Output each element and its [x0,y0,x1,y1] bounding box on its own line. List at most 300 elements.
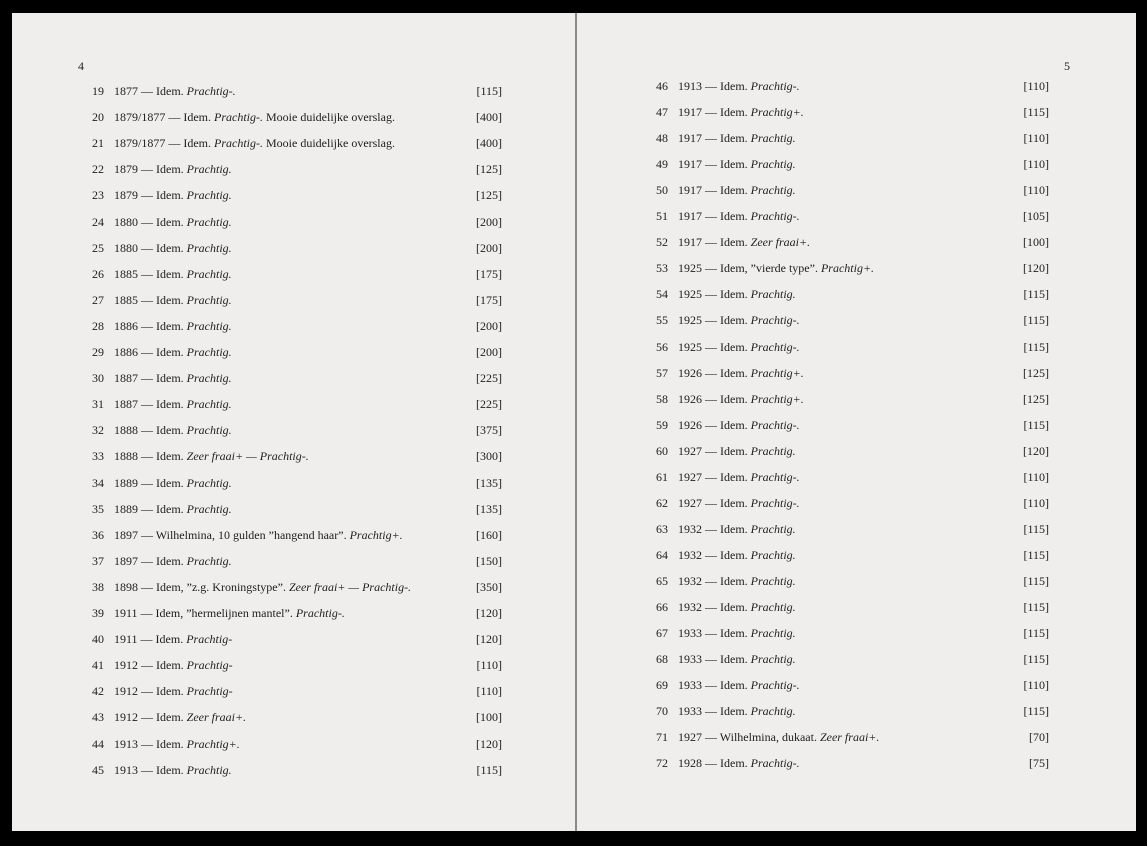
lot-grade: Prachtig-. [295,606,345,620]
lot-description [678,310,800,330]
lot-description [114,499,232,519]
lot-grade: Prachtig. [186,214,232,229]
lot-title: 1913 — Idem. [678,79,748,93]
lot-price: [110] [1023,79,1049,93]
lot-grade: Prachtig+. [750,365,804,380]
lot-description [114,185,232,205]
lot-title: 1925 — Idem, ”vierde type”. [678,261,818,276]
lot-description [678,206,800,226]
lot-number: 46 [656,79,668,93]
lot-title: 1932 — Idem. [678,600,748,614]
lot-number: 34 [92,475,104,490]
list-item [84,707,502,727]
lot-number: 66 [656,600,668,614]
lot-title: 1879/1877 — Idem. [114,110,211,125]
lot-description [678,337,800,357]
lot-price: [375] [476,423,502,438]
lot-grade: Prachtig+. [750,105,804,120]
lot-grade: Prachtig. [186,345,232,359]
list-item [648,519,1049,539]
lot-price: [115] [1023,287,1049,302]
lot-grade: Prachtig. [186,397,232,412]
lot-price: [200] [476,318,502,333]
lot-number: 41 [92,658,104,673]
list-item [648,597,1049,617]
lot-title: 1886 — Idem. [114,345,184,359]
list-item [648,258,1049,278]
lot-number: 33 [92,449,104,464]
lot-number: 45 [92,762,104,777]
lot-note: Mooie duidelijke overslag. [266,110,395,125]
list-item [84,525,502,545]
lot-description [678,493,800,513]
lot-number: 39 [92,606,104,620]
lot-number: 72 [656,756,668,771]
lot-number: 30 [92,371,104,386]
lot-price: [100] [476,710,502,725]
lot-number: 23 [92,188,104,203]
lot-price: [115] [1023,313,1049,328]
lot-price: [175] [476,266,502,281]
right-page [577,13,1136,831]
list-item [648,649,1049,669]
lot-grade: Prachtig- [186,684,233,699]
lot-grade: Prachtig-. [750,313,800,328]
lot-title: 1917 — Idem. [678,183,748,198]
lot-description [114,107,395,127]
lot-grade: Prachtig. [750,443,796,458]
left-page [12,13,575,831]
list-item [648,727,1049,747]
lot-price: [120] [1023,261,1049,276]
lot-title: 1885 — Idem. [114,266,184,281]
lot-title: 1889 — Idem. [114,501,184,516]
lot-number: 49 [656,157,668,172]
lot-number: 56 [656,339,668,354]
lot-price: [120] [1023,443,1049,458]
lot-description [678,441,796,461]
lot-price: [100] [1023,235,1049,250]
lot-title: 1917 — Idem. [678,235,748,250]
lot-grade: Prachtig. [750,287,796,302]
list-item [84,655,502,675]
lot-grade: Prachtig. [186,501,232,516]
lot-price: [125] [1023,391,1049,406]
lot-price: [110] [1023,678,1049,693]
lot-number: 48 [656,131,668,146]
lot-description [678,571,796,591]
lot-description [678,519,796,539]
list-item [648,545,1049,565]
list-item [84,629,502,649]
lot-grade: Prachtig. [186,553,232,568]
lot-number: 25 [92,240,104,255]
list-item [648,76,1049,96]
lot-price: [115] [1023,573,1049,588]
page-number: 5 [1064,59,1070,73]
list-item [84,420,502,440]
lot-number: 44 [92,736,104,751]
lot-grade: Prachtig+. [349,527,403,542]
lot-title: 1932 — Idem. [678,547,748,562]
lot-grade: Prachtig. [750,652,796,667]
list-item [648,363,1049,383]
list-item [648,389,1049,409]
lot-number: 57 [656,365,668,380]
lot-price: [120] [476,736,502,751]
list-item [84,446,502,466]
lot-grade: Prachtig. [750,183,796,198]
lot-number: 55 [656,313,668,328]
lot-grade: Zeer fraai+. [186,710,247,725]
lot-number: 50 [656,183,668,198]
list-item [648,180,1049,200]
lot-description [114,316,232,336]
lot-price: [300] [476,449,502,464]
lot-description [114,159,232,179]
lot-number: 64 [656,547,668,562]
lot-description [678,623,796,643]
lot-description [678,753,800,773]
lot-price: [200] [476,214,502,229]
list-item [84,681,502,701]
lot-price: [400] [476,110,502,125]
lot-grade: Prachtig-. [750,209,800,224]
lot-description [114,603,345,623]
lot-price: [115] [1023,547,1049,562]
lot-price: [350] [476,579,502,594]
lot-description [114,342,232,362]
lot-number: 26 [92,266,104,281]
lot-title: 1917 — Idem. [678,209,748,224]
list-item [648,232,1049,252]
lot-grade: Prachtig. [186,423,232,438]
lot-grade: Prachtig. [186,162,232,177]
lot-grade: Prachtig- [186,632,233,647]
list-item [84,577,502,597]
list-item [648,701,1049,721]
list-item [84,473,502,493]
lot-description [114,446,309,466]
list-item [648,284,1049,304]
lot-grade: Prachtig-. [750,469,800,484]
lot-number: 40 [92,632,104,647]
list-item [84,316,502,336]
page-number: 4 [78,59,84,73]
lot-title: 1897 — Idem. [114,553,184,568]
lot-description [114,577,411,597]
lot-description [114,473,232,493]
lot-number: 68 [656,652,668,667]
lot-description [678,415,800,435]
lot-title: 1932 — Idem. [678,521,748,536]
lot-title: 1917 — Idem. [678,157,748,172]
lot-title: 1925 — Idem. [678,287,748,302]
lot-description [678,128,796,148]
list-item [648,493,1049,513]
lot-number: 19 [92,84,104,98]
list-item [84,551,502,571]
list-item [648,310,1049,330]
lot-title: 1879 — Idem. [114,162,184,177]
lot-description [114,238,232,258]
lot-description [114,394,232,414]
lot-grade: Prachtig. [750,157,796,172]
lot-description [114,734,240,754]
lot-title: 1888 — Idem. [114,423,184,438]
lot-price: [105] [1023,209,1049,224]
lot-price: [110] [1023,469,1049,484]
lot-grade: Prachtig. [750,600,796,614]
lot-grade: Prachtig. [186,371,232,386]
lot-number: 51 [656,209,668,224]
lot-grade: Prachtig-. [750,79,800,93]
lot-description [678,232,810,252]
lot-number: 29 [92,345,104,359]
lot-price: [175] [476,292,502,307]
lot-title: 1913 — Idem. [114,736,184,751]
lot-description [114,629,232,649]
lot-description [114,133,395,153]
lot-price: [115] [1023,600,1049,614]
lot-title: 1917 — Idem. [678,105,748,120]
lot-price: [120] [476,606,502,620]
list-item [84,81,502,101]
lot-number: 27 [92,292,104,307]
list-item [84,368,502,388]
lot-number: 24 [92,214,104,229]
lot-description [678,258,874,278]
lot-grade: Prachtig. [186,266,232,281]
list-item [648,467,1049,487]
lot-number: 52 [656,235,668,250]
lot-price: [115] [476,762,502,777]
list-item [84,734,502,754]
lot-number: 65 [656,573,668,588]
lot-price: [400] [476,136,502,151]
lot-price: [115] [1023,417,1049,432]
lot-title: 1887 — Idem. [114,371,184,386]
lot-price: [160] [476,527,502,542]
lot-title: 1897 — Wilhelmina, 10 gulden ”hangend haar”. [114,527,347,542]
lot-title: 1879 — Idem. [114,188,184,203]
lot-description [114,655,233,675]
lot-grade: Prachtig. [186,762,232,777]
lot-grade: Prachtig-. [750,756,800,771]
list-item [648,337,1049,357]
lot-description [114,212,232,232]
lot-description [114,760,232,780]
list-item [648,571,1049,591]
lot-number: 60 [656,443,668,458]
lot-title: 1887 — Idem. [114,397,184,412]
lot-title: 1933 — Idem. [678,626,748,641]
lot-grade: Prachtig-. [186,84,236,98]
lot-price: [125] [476,162,502,177]
lot-title: 1927 — Idem. [678,495,748,510]
lot-title: 1926 — Idem. [678,417,748,432]
lot-number: 47 [656,105,668,120]
lot-description [114,551,232,571]
lot-number: 59 [656,417,668,432]
list-item [648,623,1049,643]
lot-price: [115] [1023,339,1049,354]
list-item [84,133,502,153]
list-item [648,441,1049,461]
lot-title: 1880 — Idem. [114,214,184,229]
lot-price: [110] [1023,131,1049,146]
lot-number: 43 [92,710,104,725]
lot-number: 28 [92,318,104,333]
lot-grade: Prachtig. [186,292,232,307]
lot-number: 58 [656,391,668,406]
list-item [648,675,1049,695]
lot-number: 63 [656,521,668,536]
lot-price: [115] [1023,521,1049,536]
lot-description [678,545,796,565]
lot-price: [115] [1023,652,1049,667]
lot-number: 32 [92,423,104,438]
lot-grade: Prachtig. [186,475,232,490]
lot-number: 35 [92,501,104,516]
lot-number: 70 [656,704,668,719]
lot-title: 1933 — Idem. [678,678,748,693]
lot-price: [110] [476,684,502,699]
list-item [84,264,502,284]
lot-grade: Prachtig. [750,521,796,536]
lot-number: 62 [656,495,668,510]
lot-number: 71 [656,730,668,745]
lot-description [678,154,796,174]
lot-description [114,290,232,310]
lot-price: [225] [476,397,502,412]
lot-number: 22 [92,162,104,177]
lot-description [678,76,800,96]
list-item [648,415,1049,435]
lot-description [114,264,232,284]
lot-title: 1889 — Idem. [114,475,184,490]
lot-price: [115] [1023,626,1049,641]
lot-title: 1911 — Idem. [114,632,184,647]
lot-title: 1880 — Idem. [114,240,184,255]
lot-description [678,467,800,487]
lot-grade: Prachtig. [750,626,796,641]
list-item [84,394,502,414]
lot-grade: Prachtig-. [214,110,263,125]
lot-price: [75] [1029,756,1049,771]
lot-grade: Zeer fraai+. [750,235,811,250]
list-item [84,185,502,205]
lot-title: 1913 — Idem. [114,762,184,777]
lot-price: [110] [1023,183,1049,198]
lot-title: 1886 — Idem. [114,318,184,333]
lot-title: 1912 — Idem. [114,710,184,725]
list-item [84,760,502,780]
lot-description [678,389,804,409]
list-item [84,107,502,127]
lot-grade: Zeer fraai+. [819,730,880,745]
lot-grade: Prachtig. [186,318,232,333]
lot-grade: Zeer fraai+ — Prachtig-. [186,449,309,464]
lot-note: Mooie duidelijke overslag. [266,136,395,151]
lot-price: [135] [476,475,502,490]
lot-price: [115] [476,84,502,98]
lot-number: 38 [92,579,104,594]
lot-price: [200] [476,345,502,359]
lot-number: 37 [92,553,104,568]
lot-grade: Prachtig. [186,188,232,203]
lot-price: [110] [476,658,502,673]
lot-grade: Prachtig. [750,547,796,562]
lot-title: 1911 — Idem, ”hermelijnen mantel”. [114,606,293,620]
lot-grade: Prachtig. [750,131,796,146]
lot-description [678,597,796,617]
lot-price: [110] [1023,157,1049,172]
lot-grade: Prachtig+. [186,736,240,751]
lot-description [114,81,236,101]
lot-title: 1933 — Idem. [678,704,748,719]
lot-price: [150] [476,553,502,568]
list-item [648,102,1049,122]
lot-description [678,284,796,304]
lot-description [678,102,804,122]
list-item [84,499,502,519]
lot-price: [120] [476,632,502,647]
list-item [648,206,1049,226]
lot-title: 1917 — Idem. [678,131,748,146]
lot-grade: Prachtig. [750,573,796,588]
lot-number: 36 [92,527,104,542]
lot-price: [225] [476,371,502,386]
lot-title: 1933 — Idem. [678,652,748,667]
lot-description [678,649,796,669]
list-item [84,342,502,362]
lot-description [678,727,879,747]
lot-description [114,681,233,701]
lot-price: [200] [476,240,502,255]
lot-grade: Prachtig-. [214,136,263,151]
lot-title: 1879/1877 — Idem. [114,136,211,151]
lot-title: 1888 — Idem. [114,449,184,464]
lot-number: 69 [656,678,668,693]
lot-price: [70] [1029,730,1049,745]
lot-price: [110] [1023,495,1049,510]
lot-description [678,675,800,695]
lot-title: 1927 — Idem. [678,469,748,484]
lot-description [114,525,403,545]
lot-number: 67 [656,626,668,641]
lot-title: 1912 — Idem. [114,684,184,699]
lot-title: 1926 — Idem. [678,391,748,406]
lot-title: 1925 — Idem. [678,313,748,328]
lot-grade: Prachtig-. [750,495,800,510]
lot-number: 20 [92,110,104,125]
lot-title: 1926 — Idem. [678,365,748,380]
lot-title: 1898 — Idem, ”z.g. Kroningstype”. [114,579,286,594]
list-item [648,128,1049,148]
list-item [84,212,502,232]
lot-grade: Prachtig- [186,658,233,673]
lot-description [678,180,796,200]
lot-number: 42 [92,684,104,699]
lot-description [678,363,804,383]
lot-number: 54 [656,287,668,302]
list-item [84,603,502,623]
lot-description [114,707,246,727]
lot-title: 1927 — Wilhelmina, dukaat. [678,730,817,745]
lot-description [678,701,796,721]
lot-title: 1877 — Idem. [114,84,184,98]
